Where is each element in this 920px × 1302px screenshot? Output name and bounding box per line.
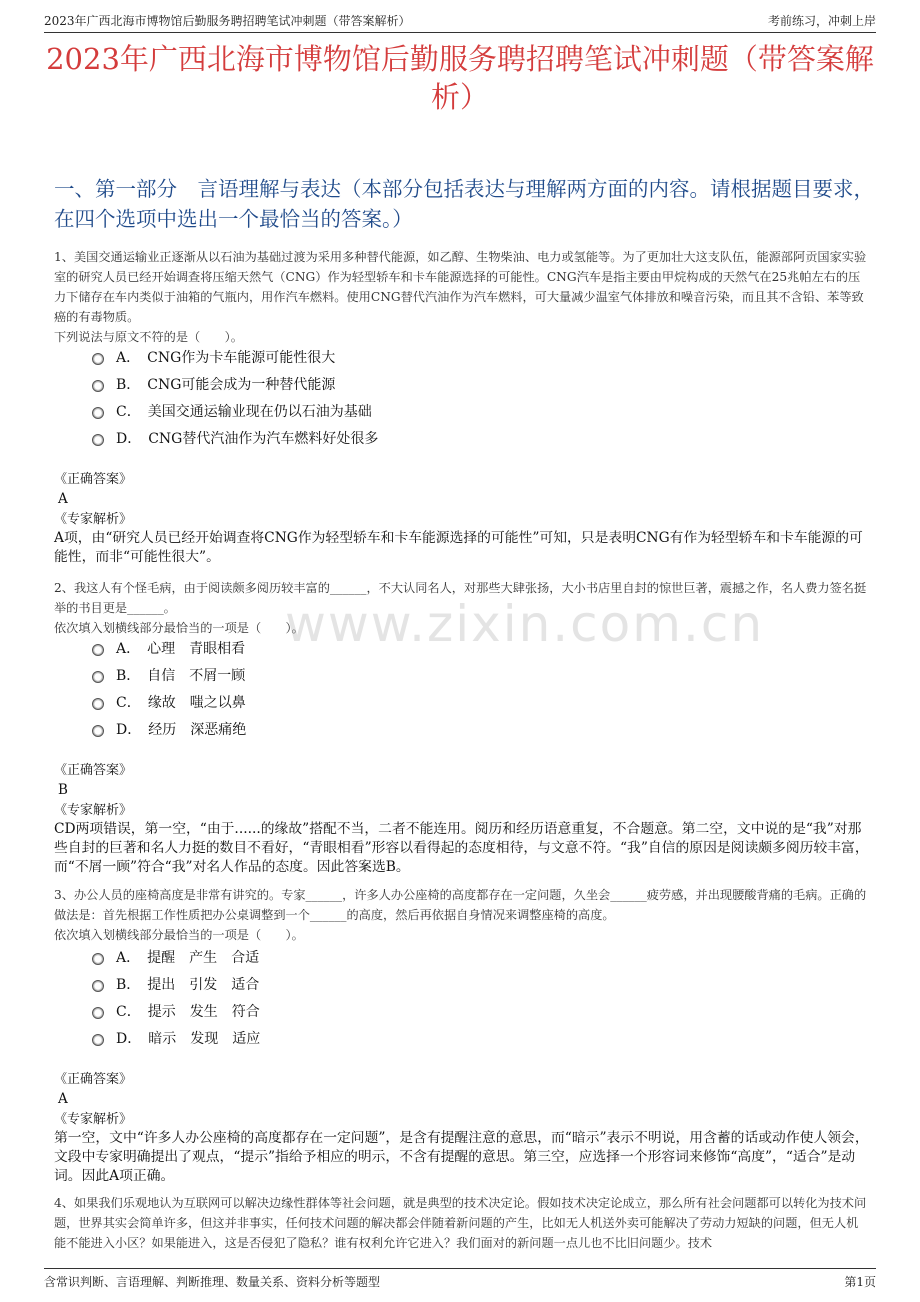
question-prompt: 下列说法与原文不符的是（ ）。 xyxy=(54,330,243,344)
option-label: A． CNG作为卡车能源可能性很大 xyxy=(116,349,336,366)
question-4-stem xyxy=(54,1193,869,1253)
question-1-stem xyxy=(54,247,869,347)
option-label: A． 心理 青眼相看 xyxy=(116,640,246,657)
option-label: D． CNG替代汽油作为汽车燃料好处很多 xyxy=(116,430,379,447)
explanation-label: 《专家解析》 xyxy=(54,1112,133,1127)
option-a[interactable] xyxy=(92,343,378,370)
radio-icon[interactable] xyxy=(92,353,104,365)
question-prompt: 依次填入划横线部分最恰当的一项是（ ）。 xyxy=(54,928,304,942)
header-slogan: 考前练习，冲刺上岸 xyxy=(767,14,876,28)
explanation-label: 《专家解析》 xyxy=(54,512,133,527)
question-3-answer-block xyxy=(54,1070,869,1186)
page-header xyxy=(44,10,876,33)
page-footer xyxy=(44,1268,876,1295)
question-3-options xyxy=(92,943,260,1051)
option-label: C． 缘故 嗤之以鼻 xyxy=(116,694,246,711)
question-stem-text: 4、如果我们乐观地认为互联网可以解决边缘性群体等社会问题，就是典型的技术决定论。假如技术决定论成立，那么所有社会问题都可以转化为技术问题，世界其实会简单许多，但这并非事实，任何技术问题的解决都会伴随着新问题的产生，比如无人机送外卖可能解决了劳动力短缺的问题，但无人机能不能进入小区？如果能进入，这是否侵犯了隐私？谁有权利允许它进入？我们面对的新问题一点儿也不比旧问题少。技术 xyxy=(54,1196,867,1250)
answer-value: A xyxy=(58,491,68,507)
option-label: B． CNG可能会成为一种替代能源 xyxy=(116,376,336,393)
option-b[interactable] xyxy=(92,370,378,397)
option-label: C． 提示 发生 符合 xyxy=(116,1003,260,1020)
question-1-options xyxy=(92,343,378,451)
radio-icon[interactable] xyxy=(92,380,104,392)
option-label: B． 自信 不屑一顾 xyxy=(116,667,246,684)
radio-icon[interactable] xyxy=(92,407,104,419)
radio-icon[interactable] xyxy=(92,698,104,710)
explanation-text: A项，由“研究人员已经开始调查将CNG作为轻型轿车和卡车能源选择的可能性”可知，只是表明CNG有作为轻型轿车和卡车能源的可能性，而非“可能性很大”。 xyxy=(54,530,863,565)
option-label: B． 提出 引发 适合 xyxy=(116,976,260,993)
answer-value: A xyxy=(58,1091,68,1107)
question-1-answer-block xyxy=(54,470,869,567)
option-a[interactable] xyxy=(92,634,246,661)
explanation-text: 第一空，文中“许多人办公座椅的高度都存在一定问题”，是含有提醒注意的意思，而“暗示”表示不明说，用含蓄的话或动作使人领会，文段中专家明确提出了观点，“提示”指给予相应的明示，不含有提醒的意思。第三空，应选择一个形容词来修饰“高度”，“适合”是动词。因此A项正确。 xyxy=(54,1130,869,1184)
option-label: C． 美国交通运输业现在仍以石油为基础 xyxy=(116,403,372,420)
header-doc-title: 2023年广西北海市博物馆后勤服务聘招聘笔试冲刺题（带答案解析） xyxy=(44,14,411,28)
answer-label: 《正确答案》 xyxy=(54,763,133,778)
option-c[interactable] xyxy=(92,397,378,424)
radio-icon[interactable] xyxy=(92,980,104,992)
radio-icon[interactable] xyxy=(92,1034,104,1046)
question-2-answer-block xyxy=(54,761,869,877)
option-label: A． 提醒 产生 合适 xyxy=(116,949,260,966)
section-heading: 一、第一部分 言语理解与表达（本部分包括表达与理解两方面的内容。请根据题目要求，在四个选项中选出一个最恰当的答案。） xyxy=(54,177,874,231)
option-a[interactable] xyxy=(92,943,260,970)
question-stem-text: 1、美国交通运输业正逐渐从以石油为基础过渡为采用多种替代能源，如乙醇、生物柴油、电力或氢能等。为了更加壮大这支队伍，能源部阿贡国家实验室的研究人员已经开始调查将压缩天然气（CNG）作为轻型轿车和卡车能源选择的可能性。CNG汽车是指主要由甲烷构成的天然气在25兆帕左右的压力下储存在车内类似于油箱的气瓶内，用作汽车燃料。使用CNG替代汽油作为汽车燃料，可大量减少温室气体排放和噪音污染，而且其不含铅、苯等致癌的有毒物质。 xyxy=(54,250,867,324)
option-b[interactable] xyxy=(92,661,246,688)
question-2-stem xyxy=(54,578,869,638)
option-d[interactable] xyxy=(92,1024,260,1051)
watermark: www.zixin.com.cn xyxy=(285,595,765,653)
document-title: 2023年广西北海市博物馆后勤服务聘招聘笔试冲刺题（带答案解析） xyxy=(46,42,874,114)
answer-value: B xyxy=(58,782,68,798)
question-3-stem xyxy=(54,885,869,945)
radio-icon[interactable] xyxy=(92,953,104,965)
question-prompt: 依次填入划横线部分最恰当的一项是（ ）。 xyxy=(54,621,304,635)
option-d[interactable] xyxy=(92,715,246,742)
radio-icon[interactable] xyxy=(92,1007,104,1019)
radio-icon[interactable] xyxy=(92,644,104,656)
page-number: 第1页 xyxy=(844,1275,876,1289)
option-c[interactable] xyxy=(92,688,246,715)
option-b[interactable] xyxy=(92,970,260,997)
footer-topics: 含常识判断、言语理解、判断推理、数量关系、资料分析等题型 xyxy=(44,1275,381,1289)
question-stem-text: 2、我这人有个怪毛病，由于阅读颇多阅历较丰富的______，不大认同名人，对那些大肆张扬，大小书店里自封的惊世巨著，震撼之作，名人费力签名挺举的书目更是______。 xyxy=(54,581,867,615)
radio-icon[interactable] xyxy=(92,671,104,683)
option-label: D． 暗示 发现 适应 xyxy=(116,1030,261,1047)
answer-label: 《正确答案》 xyxy=(54,1072,133,1087)
option-d[interactable] xyxy=(92,424,378,451)
radio-icon[interactable] xyxy=(92,725,104,737)
explanation-label: 《专家解析》 xyxy=(54,803,133,818)
option-label: D． 经历 深恶痛绝 xyxy=(116,721,247,738)
question-stem-text: 3、办公人员的座椅高度是非常有讲究的。专家______，许多人办公座椅的高度都存在一定问题，久坐会______疲劳感，并出现腰酸背痛的毛病。正确的做法是：首先根据工作性质把办公桌调整到一个______的高度，然后再依据自身情况来调整座椅的高度。 xyxy=(54,888,867,922)
radio-icon[interactable] xyxy=(92,434,104,446)
answer-label: 《正确答案》 xyxy=(54,472,133,487)
explanation-text: CD两项错误，第一空，“由于......的缘故”搭配不当，二者不能连用。阅历和经历语意重复，不合题意。第二空，文中说的是“我”对那些自封的巨著和名人力挺的数目不看好，“青眼相看”形容以看得起的态度相待，与文意不符。“我”自信的原因是阅读颇多阅历较丰富，而“不屑一顾”符合“我”对名人作品的态度。因此答案选B。 xyxy=(54,821,869,875)
option-c[interactable] xyxy=(92,997,260,1024)
question-2-options xyxy=(92,634,246,742)
